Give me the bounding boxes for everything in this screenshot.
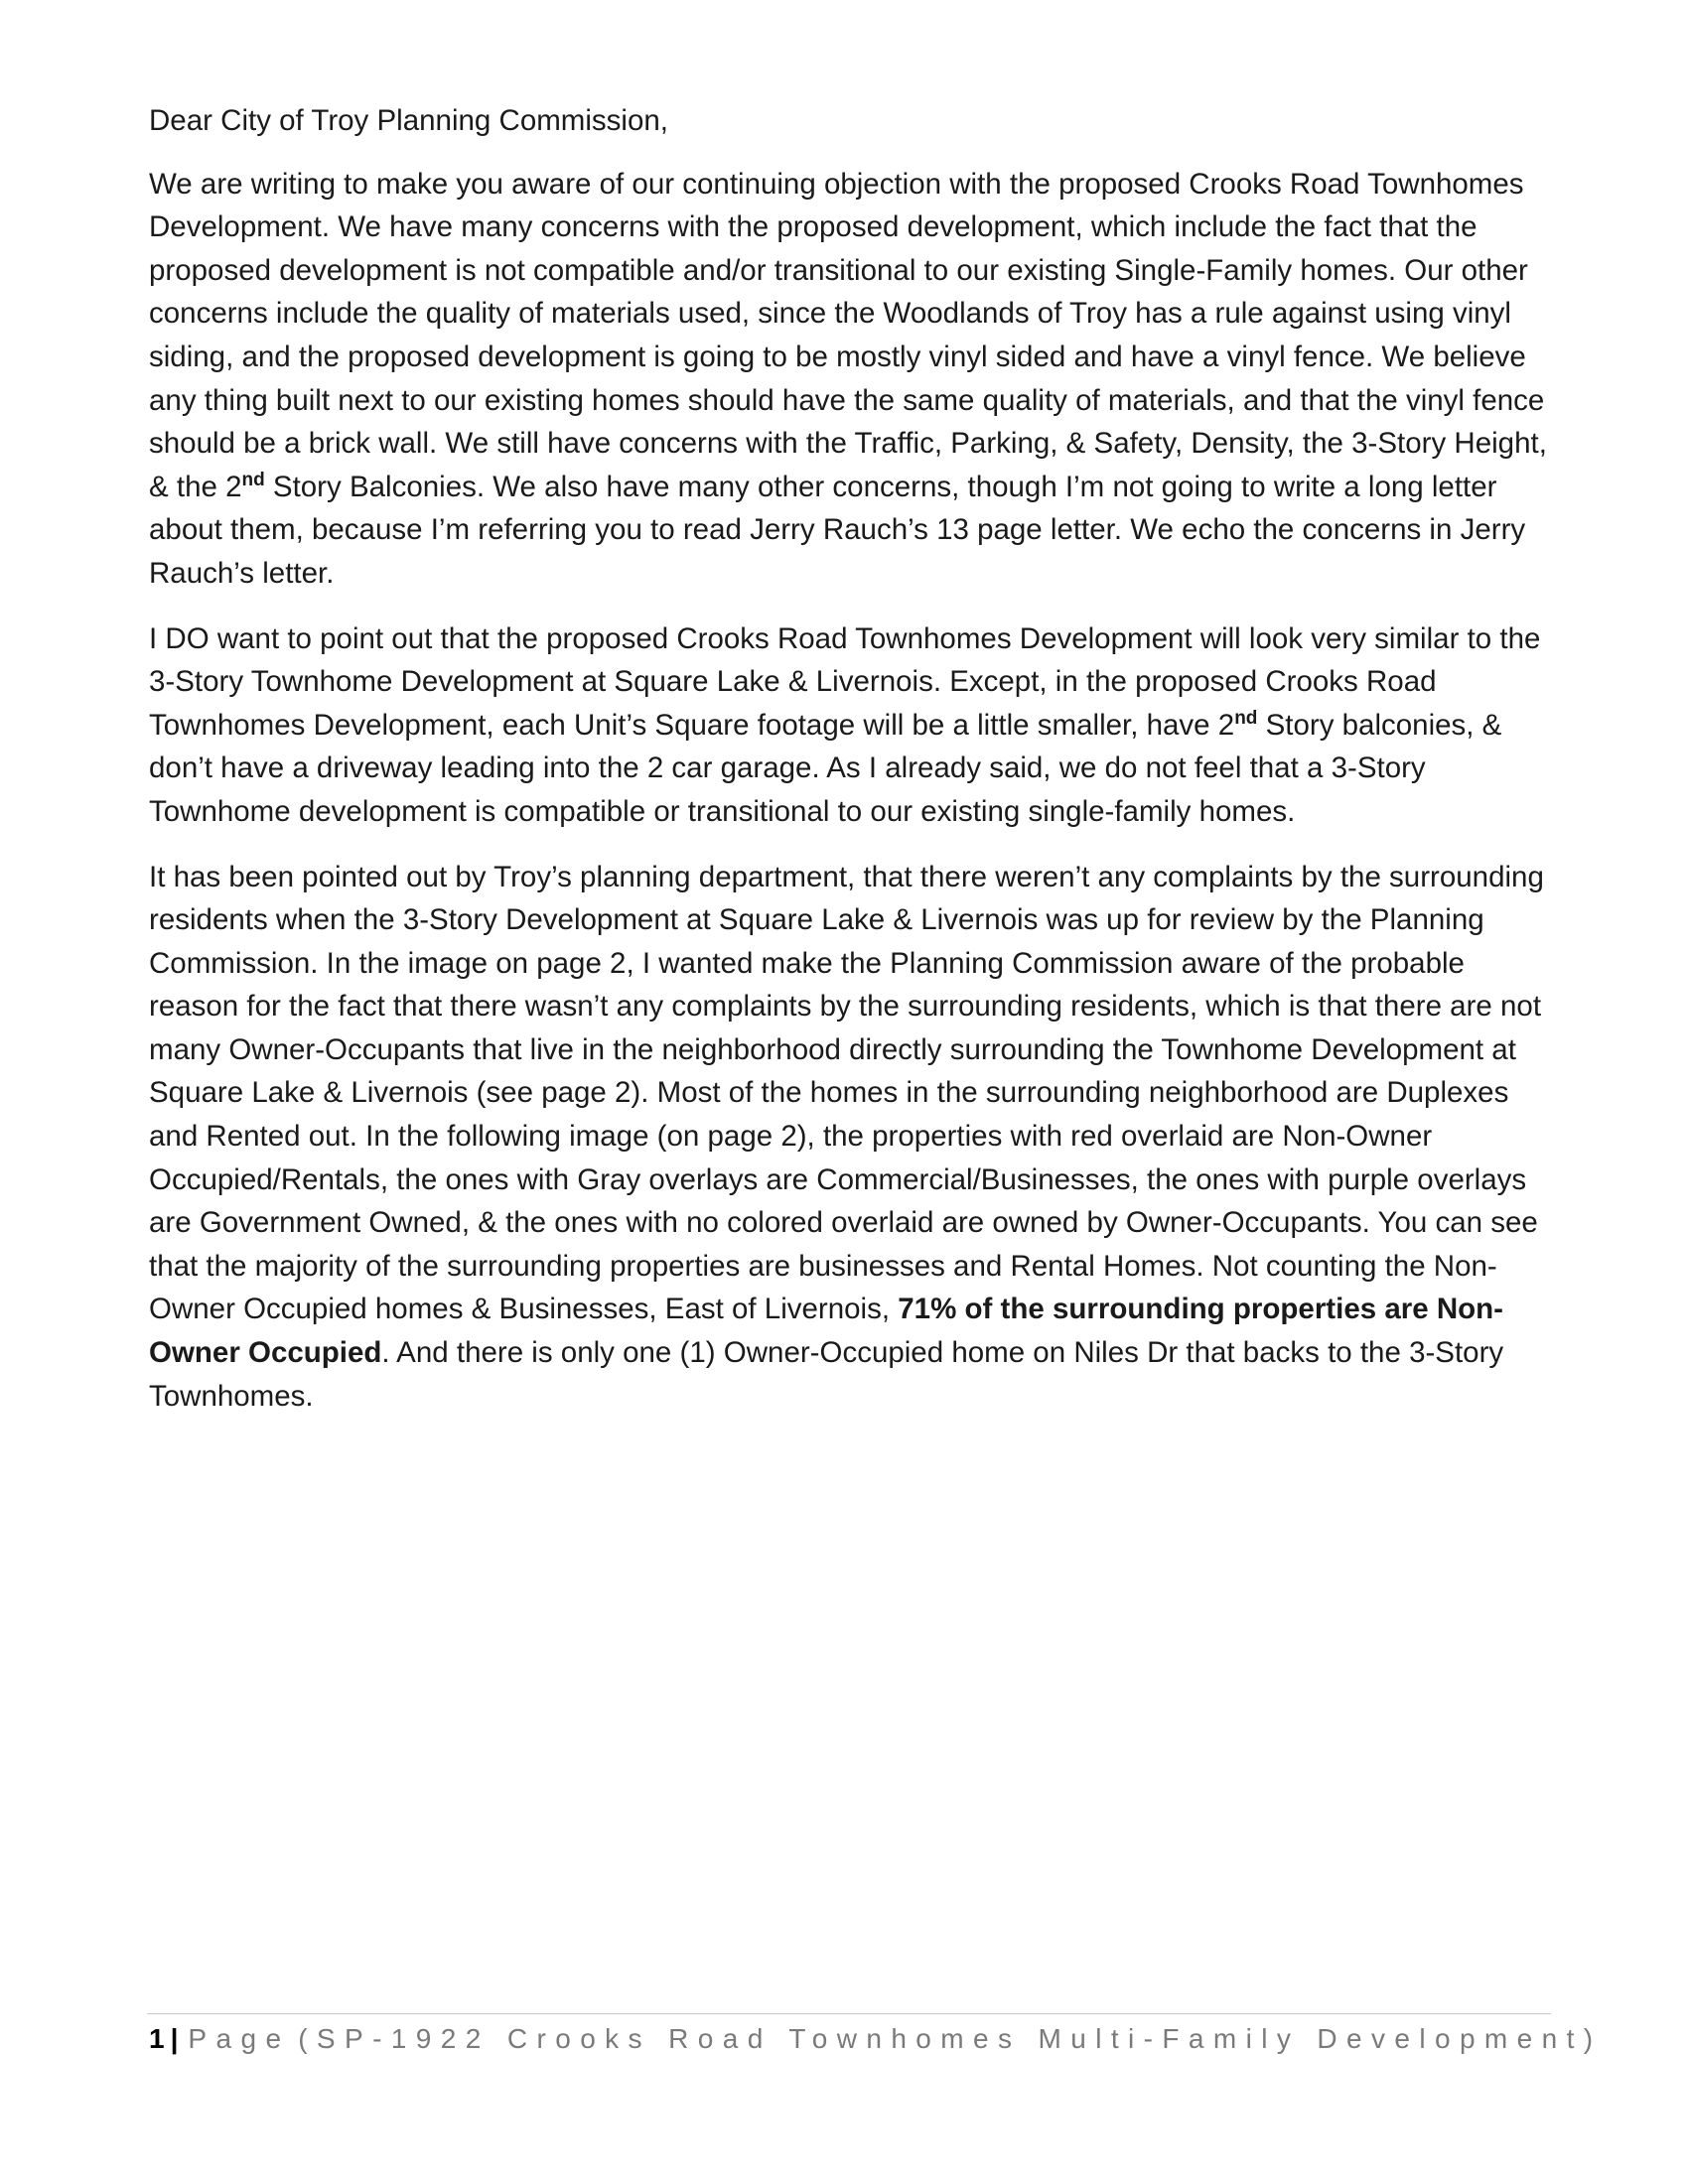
page-footer: [149, 2021, 1603, 2057]
paragraph-3-text-a: It has been pointed out by Troy’s planning department, that there weren’t any complaints by the surrounding residents when the 3-Story Development at Square Lake & Livernois was up for review by the Planning Commission. In the image on page 2, I wanted make the Planning Commission aware of the probable reason for the fact that there wasn’t any complaints by the surrounding residents, which is that there are not many Owner-Occupants that live in the neighborhood directly surrounding the Townhome Development at Square Lake & Livernois (see page 2). Most of the homes in the surrounding neighborhood are Duplexes and Rented out. In the following image (on page 2), the properties with red overlaid are Non-Owner Occupied/Rentals, the ones with Gray overlays are Commercial/Businesses, the ones with purple overlays are Government Owned, & the ones with no colored overlaid are owned by Owner-Occupants. You can see that the majority of the surrounding properties are businesses and Rental Homes. Not counting the Non-Owner Occupied homes & Businesses, East of Livernois,: [149, 860, 1544, 1326]
paragraph-1-text-a: We are writing to make you aware of our continuing objection with the proposed Crooks Road Townhomes Development. We have many concerns with the proposed development, which include the fact that the proposed development is not compatible and/or transitional to our existing Single-Family homes. Our other concerns include the quality of materials used, since the Woodlands of Troy has a rule against using vinyl siding, and the proposed development is going to be mostly vinyl sided and have a vinyl fence. We believe any thing built next to our existing homes should have the same quality of materials, and that the vinyl fence should be a brick wall. We still have concerns with the Traffic, Parking, & Safety, Density, the 3-Story Height, & the 2: [149, 167, 1547, 503]
paragraph-1-superscript: nd: [241, 469, 265, 490]
salutation: Dear City of Troy Planning Commission,: [149, 104, 668, 137]
footer-divider: [147, 2013, 1551, 2014]
paragraph-2-text-b: Story balconies, & don’t have a driveway leading into the 2 car garage. As I already said, we do not feel that a 3-Story Townhome development is compatible or transitional to our existing single-family homes.: [149, 708, 1502, 828]
letter-body: [149, 99, 1549, 1439]
paragraph-2-text-a: I DO want to point out that the proposed Crooks Road Townhomes Development will look very similar to the 3-Story Townhome Development at Square Lake & Livernois. Except, in the proposed Crooks Road Townhomes Development, each Unit’s Square footage will be a little smaller, have 2: [149, 621, 1541, 742]
paragraph-1: [149, 163, 1549, 596]
page-number: 1: [149, 2023, 165, 2054]
footer-document-title: (SP-1922 Crooks Road Townhomes Multi-Family Development): [298, 2023, 1603, 2054]
paragraph-3-text-b: . And there is only one (1) Owner-Occupied home on Niles Dr that backs to the 3-Story Townhomes.: [149, 1336, 1504, 1413]
paragraph-2-superscript: nd: [1234, 707, 1258, 729]
paragraph-1-text-b: Story Balconies. We also have many other concerns, though I’m not going to write a long letter about them, because I’m referring you to read Jerry Rauch’s 13 page letter. We echo the concerns in Jerry Rauch’s letter.: [149, 470, 1526, 590]
page-label: Page: [188, 2023, 291, 2054]
footer-separator: |: [170, 2023, 179, 2054]
paragraph-3-bold-statistic: 71% of the surrounding properties are Non-Owner Occupied: [149, 1293, 1503, 1370]
paragraph-3: [149, 856, 1549, 1419]
paragraph-2: [149, 617, 1549, 834]
